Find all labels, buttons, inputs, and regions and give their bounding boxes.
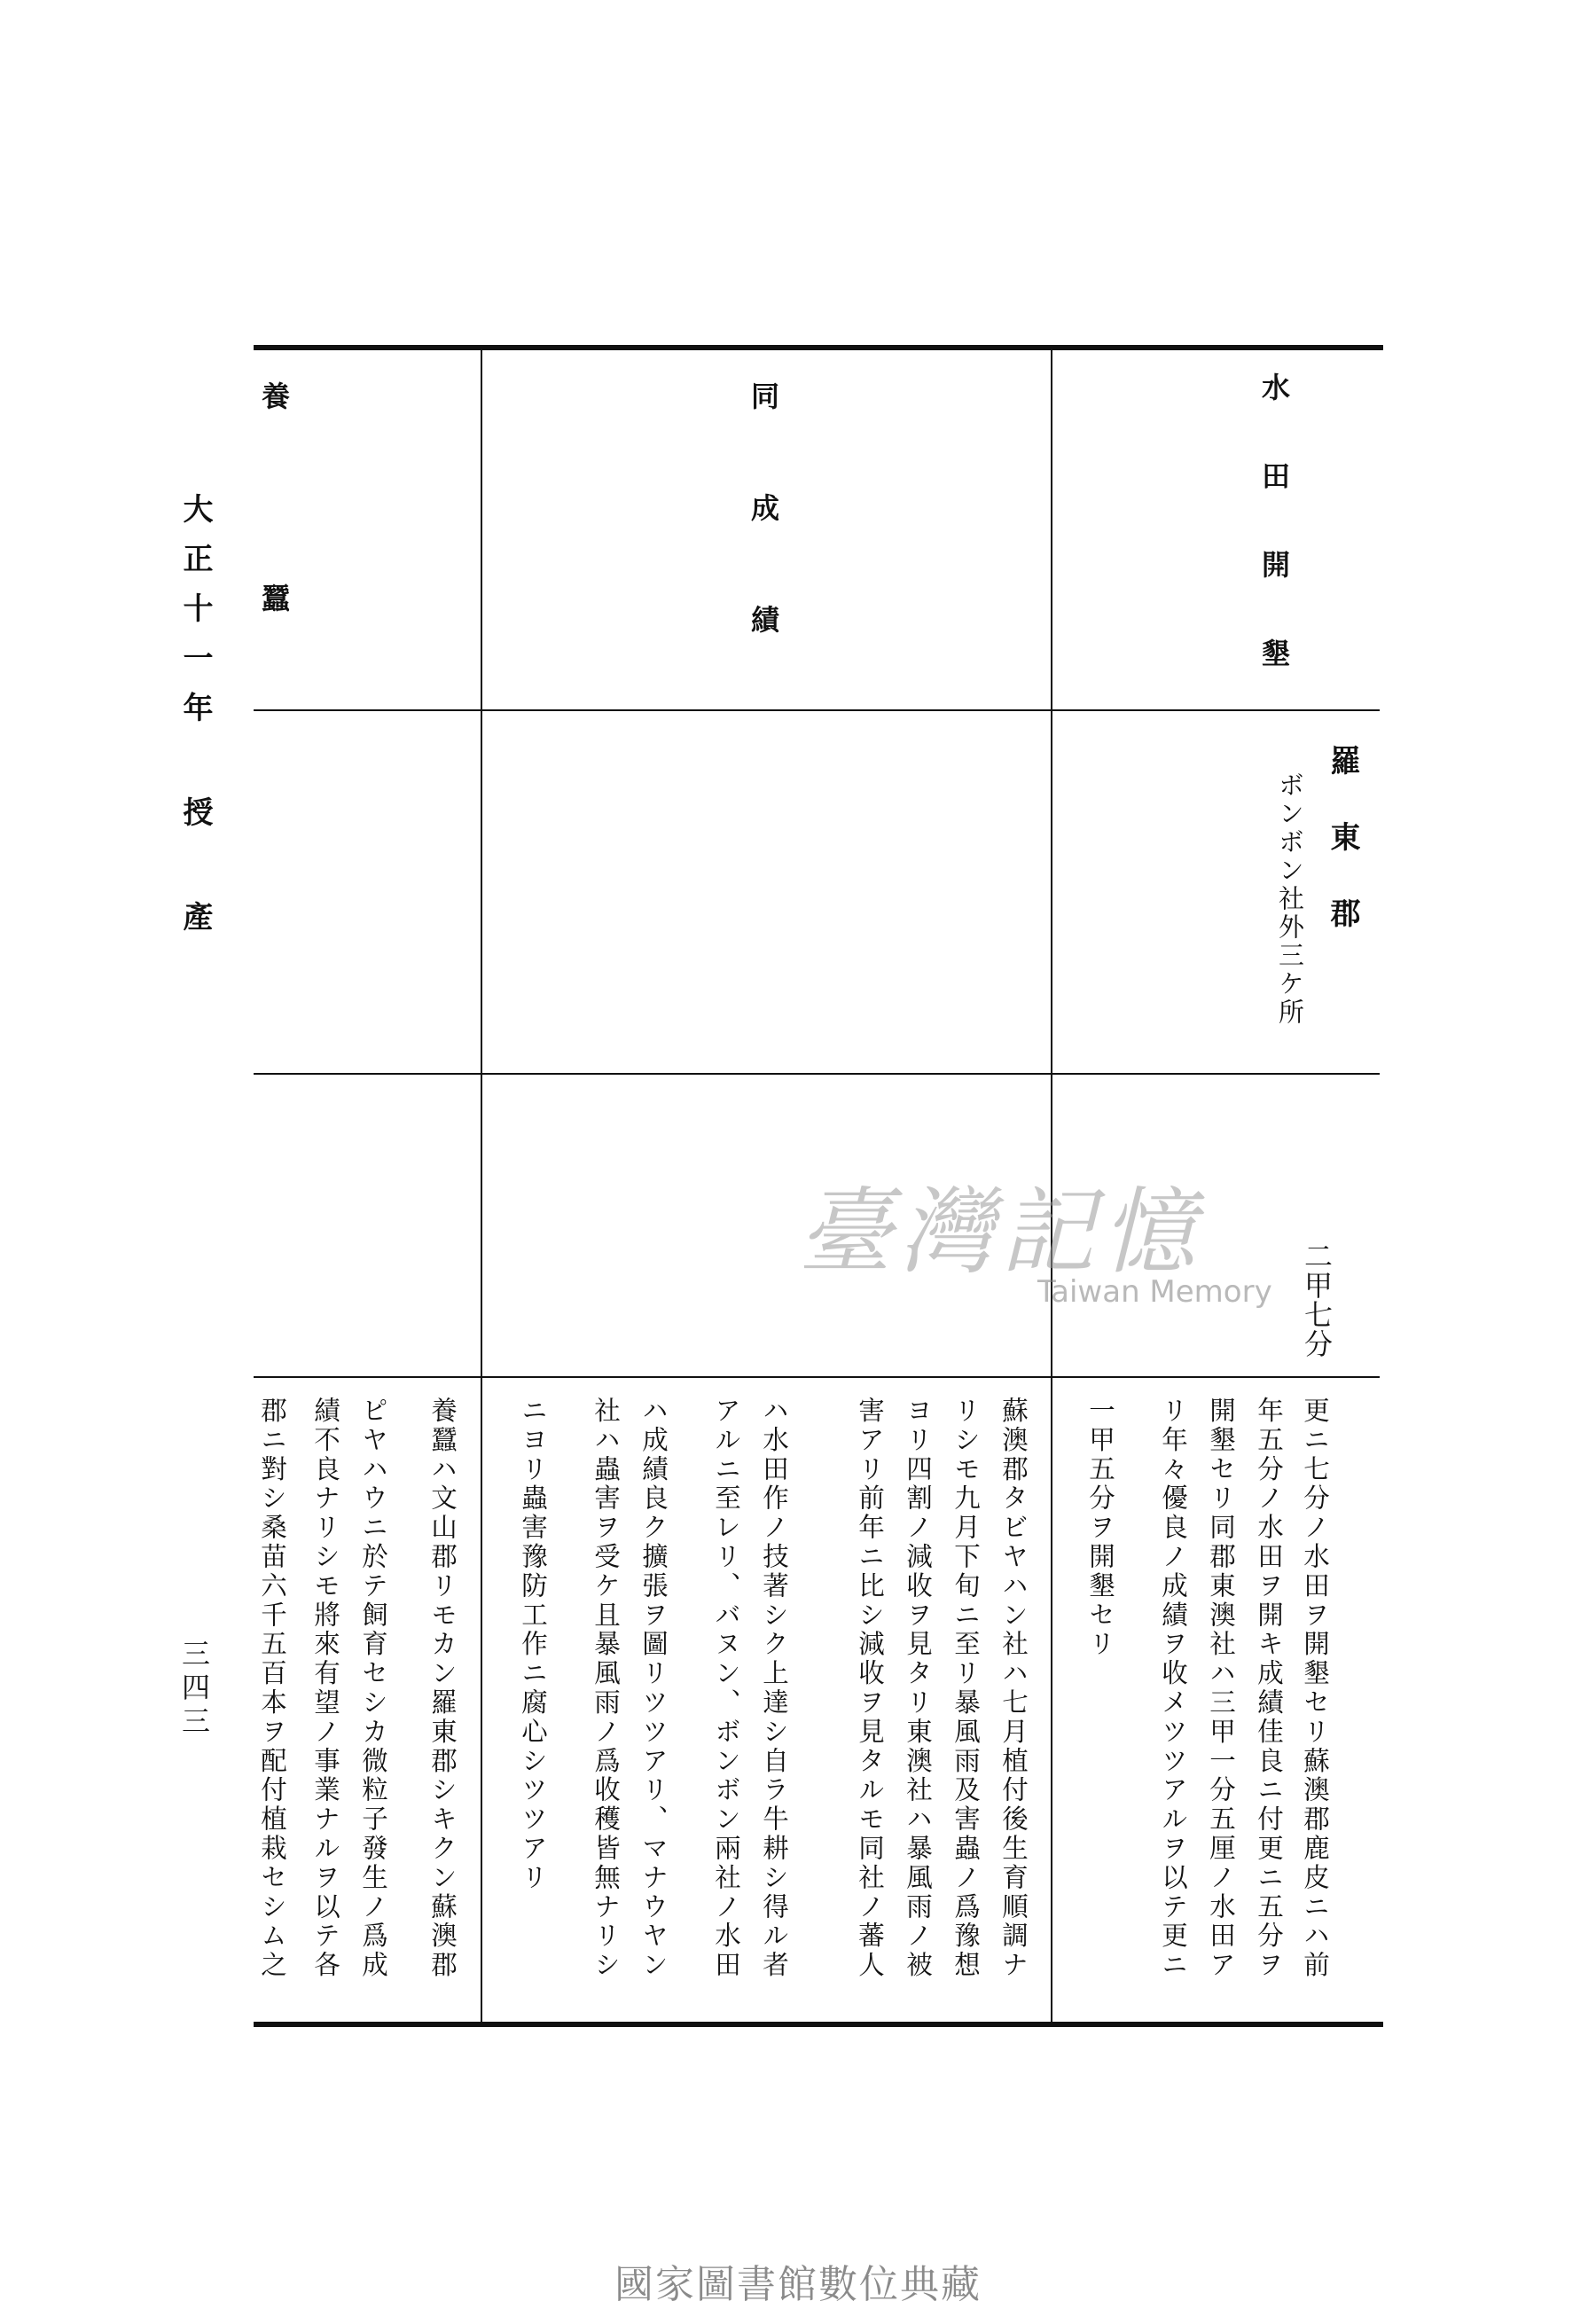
body-line-col1: 開墾セリ同郡東澳社ハ三甲一分五厘ノ水田ア bbox=[1206, 1397, 1236, 1980]
watermark-cjk-text: 臺灣記憶 bbox=[798, 1178, 1202, 1287]
body-line-col2: ヨリ四割ノ減收ヲ見タリ東澳社ハ暴風雨ノ被 bbox=[903, 1397, 933, 1980]
heading-same-results: 同成績 bbox=[747, 381, 780, 716]
body-line-col1: 一甲五分ヲ開墾セリ bbox=[1085, 1397, 1115, 1660]
column-divider-left bbox=[481, 350, 482, 2022]
body-line-col2: アルニ至レリ、バヌン、ボンボン兩社ノ水田 bbox=[711, 1397, 741, 1980]
running-head: 大正十一年 授 產 bbox=[177, 493, 213, 951]
body-line-col3: ピヤハウニ於テ飼育セシカ微粒子發生ノ爲成 bbox=[358, 1397, 388, 1980]
body-line-col1: 更ニ七分ノ水田ヲ開墾セリ蘇澳郡鹿皮ニハ前 bbox=[1300, 1397, 1330, 1980]
body-line-col3: 郡ニ對シ桑苗六千五百本ヲ配付植栽セシム之 bbox=[257, 1397, 287, 1980]
footer-caption: 國家圖書館數位典藏 bbox=[614, 2262, 982, 2307]
header-row-divider bbox=[254, 709, 1380, 711]
area-value: 二甲七分 bbox=[1300, 1241, 1334, 1358]
page-number: 三四三 bbox=[177, 1639, 211, 1740]
table-bottom-rule bbox=[254, 2022, 1383, 2027]
table-top-rule bbox=[254, 345, 1383, 350]
body-line-col2: 社ハ蟲害ヲ受ケ且暴風雨ノ爲收穫皆無ナリシ bbox=[591, 1397, 621, 1980]
body-line-col2: 蘇澳郡タビヤハン社ハ七月植付後生育順調ナ bbox=[998, 1397, 1029, 1980]
location-district: 羅東郡 bbox=[1325, 745, 1360, 974]
area-row-divider bbox=[254, 1376, 1380, 1378]
location-row-divider bbox=[254, 1073, 1380, 1075]
body-line-col2: ハ水田作ノ技著シク上達シ自ラ牛耕シ得ル者 bbox=[759, 1397, 789, 1980]
heading-rice-field-reclamation: 水田開墾 bbox=[1257, 372, 1291, 727]
body-line-col2: ニヨリ蟲害豫防工作ニ腐心シツツアリ bbox=[518, 1397, 548, 1893]
body-line-col3: 績不良ナリシモ將來有望ノ事業ナルヲ以テ各 bbox=[310, 1397, 340, 1980]
body-line-col2: ハ成績良ク擴張ヲ圖リツツアリ、マナウヤン bbox=[638, 1397, 669, 1980]
heading-sericulture: 養蠶 bbox=[257, 381, 291, 786]
location-villages: ボンボン社外三ケ所 bbox=[1275, 771, 1305, 1027]
body-line-col2: リシモ九月下旬ニ至リ暴風雨及害蟲ノ爲豫想 bbox=[951, 1397, 981, 1980]
body-line-col1: リ年々優良ノ成績ヲ收メツツアルヲ以テ更ニ bbox=[1158, 1397, 1188, 1980]
body-line-col2: 害アリ前年ニ比シ減收ヲ見タルモ同社ノ蕃人 bbox=[855, 1397, 885, 1980]
body-line-col1: 年五分ノ水田ヲ開キ成績佳良ニ付更ニ五分ヲ bbox=[1254, 1397, 1284, 1980]
watermark-english-text: Taiwan Memory bbox=[1037, 1274, 1272, 1310]
body-line-col3: 養蠶ハ文山郡リモカン羅東郡シキクン蘇澳郡 bbox=[427, 1397, 458, 1980]
